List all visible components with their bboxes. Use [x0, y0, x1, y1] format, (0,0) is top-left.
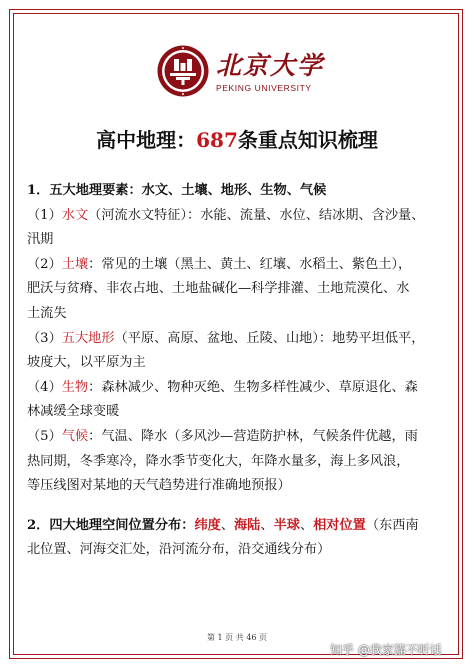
section-2-heading: 2．四大地理空间位置分布： — [27, 517, 195, 533]
section-1-heading: 1．五大地理要素：水文、土壤、地形、生物、气候 — [27, 183, 327, 198]
logo-chinese-name: 北京大学 — [216, 51, 325, 80]
keyword: 纬度 — [194, 517, 221, 533]
university-logo — [156, 44, 326, 100]
section-2: 2．四大地理空间位置分布：纬度、海陆、半球、相对位置（东西南 北位置、河海交汇处，沿河流分布，沿交通线分布） — [27, 517, 419, 558]
zhihu-watermark: 知乎 @我家猫不听话 — [330, 643, 442, 657]
keyword: 海陆 — [234, 517, 261, 533]
page-title — [0, 124, 474, 153]
list-item: （1）水文（河流水文特征）：水能、流量、水位、结冰期、含沙量、 汛期 — [27, 207, 425, 248]
title-number: 687 — [196, 128, 238, 152]
item-term: 生物 — [61, 379, 89, 395]
item-term: 气候 — [61, 428, 89, 444]
item-term: 水文 — [61, 207, 89, 223]
keyword: 半球 — [273, 517, 300, 533]
title-suffix: 条重点知识梳理 — [237, 128, 378, 152]
document-body — [27, 179, 451, 563]
title-prefix: 高中地理： — [96, 128, 197, 152]
page-number-footer: 第 1 页 共 46 页 — [207, 633, 267, 642]
keyword: 相对位置 — [313, 517, 366, 533]
list-item: （4）生物：森林减少、物种灭绝、生物多样性减少、草原退化、森 林减缓全球变暖 — [27, 379, 418, 420]
item-term: 土壤 — [61, 256, 89, 272]
list-item: （5）气候：气温、降水（多风沙—营造防护林，气候条件优越，雨 热同期，冬季寒冷，降水季节变化大，年降水量多，海上多风浪， 等压线图对某地的天气趋势进行准确地预报） — [27, 428, 418, 494]
logo-english-name: PEKING UNIVERSITY — [216, 83, 312, 93]
list-item: （3）五大地形（平原、高原、盆地、丘陵、山地）：地势平坦低平， 坡度大，以平原为主 — [27, 330, 425, 371]
item-term: 五大地形 — [61, 330, 115, 346]
peking-university-seal-icon — [156, 44, 210, 98]
list-item: （2）土壤：常见的土壤（黑土、黄土、红壤、水稻土、紫色土）， 肥沃与贫瘠、非农占地、土地盐碱化—科学排灌、土地荒漠化、水 土流失 — [27, 256, 412, 321]
